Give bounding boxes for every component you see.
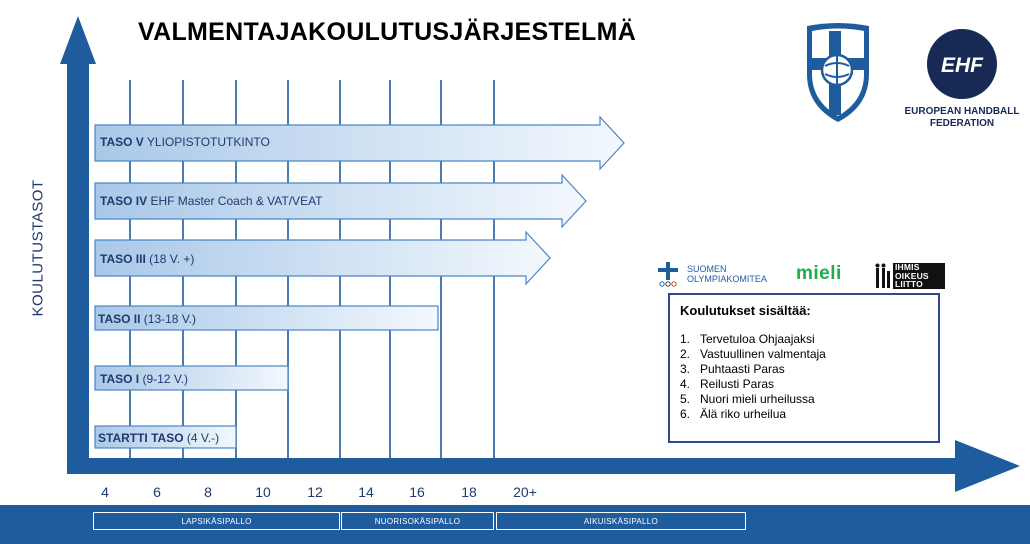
age-tick: 20+: [513, 484, 537, 500]
course-contents-title: Koulutukset sisältää:: [680, 303, 811, 318]
course-contents-box: [668, 293, 940, 443]
olympic-committee-logo-icon: [656, 262, 680, 288]
ehf-logo-icon: [926, 28, 998, 100]
age-tick: 10: [255, 484, 271, 500]
page-title: VALMENTAJAKOULUTUSJÄRJESTELMÄ: [138, 18, 637, 46]
list-item: 4. Reilusti Paras: [680, 377, 775, 391]
ihmisoikeusliitto-figures-icon: [875, 263, 891, 289]
age-tick: 6: [153, 484, 161, 500]
list-item: 3. Puhtaasti Paras: [680, 362, 785, 376]
finnish-handball-shield-logo: [803, 22, 873, 126]
y-axis-arrow: [60, 16, 96, 468]
level-label-2: TASO II (13-18 V.): [98, 312, 197, 326]
list-item: 6. Älä riko urheilua: [680, 407, 787, 421]
stage-box-youth: NUORISOKÄSIPALLO: [341, 512, 494, 530]
mieli-logo: mieli: [796, 263, 842, 284]
list-item: 1. Tervetuloa Ohjaajaksi: [680, 332, 815, 346]
olympic-committee-logo-text: SUOMEN OLYMPIAKOMITEA: [687, 264, 767, 284]
stage-box-children: LAPSIKÄSIPALLO: [93, 512, 340, 530]
level-label-0: STARTTI TASO (4 V.-): [98, 431, 220, 445]
list-item: 5. Nuori mieli urheilussa: [680, 392, 815, 406]
age-tick: 4: [101, 484, 109, 500]
y-axis-label: KOULUTUSTASOT: [29, 179, 47, 317]
stage-box-adult: AIKUISKÄSIPALLO: [496, 512, 746, 530]
level-label-1: TASO I (9-12 V.): [100, 372, 189, 386]
level-label-4: TASO IV EHF Master Coach & VAT/VEAT: [100, 194, 323, 208]
age-tick: 16: [409, 484, 425, 500]
age-tick: 12: [307, 484, 323, 500]
age-tick: 18: [461, 484, 477, 500]
age-tick: 14: [358, 484, 374, 500]
ihmisoikeusliitto-logo-text: IHMIS OIKEUS LIITTO: [893, 263, 945, 289]
ehf-initials: EHF: [941, 54, 983, 77]
ehf-logo-name: EUROPEAN HANDBALL FEDERATION: [904, 106, 1020, 129]
list-item: 2. Vastuullinen valmentaja: [680, 347, 826, 361]
level-label-3: TASO III (18 V. +): [100, 252, 195, 266]
level-label-5: TASO V YLIOPISTOTUTKINTO: [100, 135, 270, 149]
age-tick: 8: [204, 484, 212, 500]
ihmisoikeusliitto-logo: [875, 263, 945, 289]
